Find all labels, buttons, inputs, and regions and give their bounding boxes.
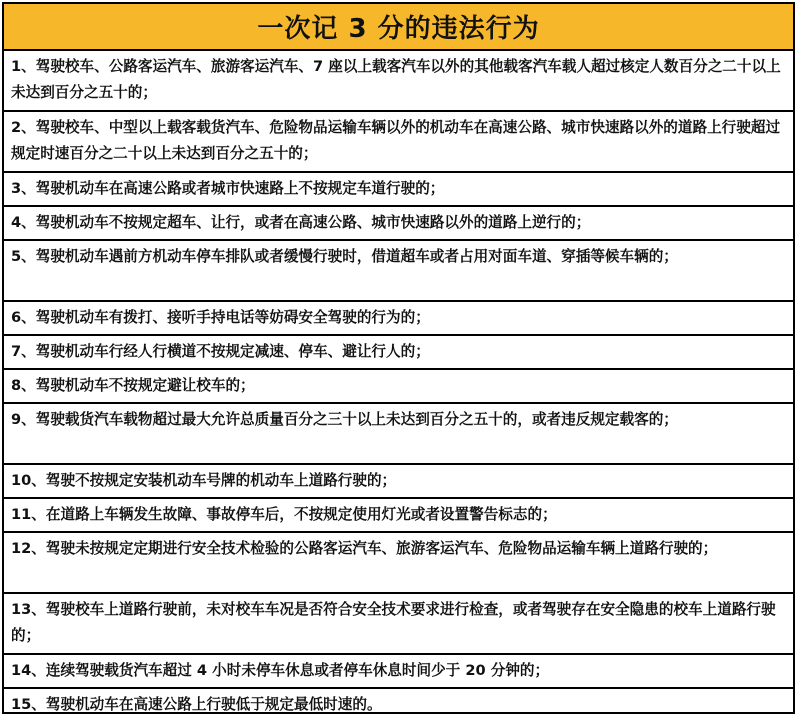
violation-item: 4、驾驶机动车不按规定超车、让行，或者在高速公路、城市快速路以外的道路上逆行的； bbox=[4, 207, 793, 241]
violation-item: 14、连续驾驶载货汽车超过 4 小时未停车休息或者停车休息时间少于 20 分钟的； bbox=[4, 655, 793, 689]
violation-item: 7、驾驶机动车行经人行横道不按规定减速、停车、避让行人的； bbox=[4, 336, 793, 370]
violation-item: 5、驾驶机动车遇前方机动车停车排队或者缓慢行驶时，借道超车或者占用对面车道、穿插等候车辆的； bbox=[4, 241, 793, 302]
violation-item: 3、驾驶机动车在高速公路或者城市快速路上不按规定车道行驶的； bbox=[4, 173, 793, 207]
violation-item: 1、驾驶校车、公路客运汽车、旅游客运汽车、7 座以上载客汽车以外的其他载客汽车载人超过核定人数百分之二十以上未达到百分之五十的； bbox=[4, 51, 793, 112]
violation-item: 6、驾驶机动车有拨打、接听手持电话等妨碍安全驾驶的行为的； bbox=[4, 302, 793, 336]
violation-item: 10、驾驶不按规定安装机动车号牌的机动车上道路行驶的； bbox=[4, 465, 793, 499]
title-bar bbox=[4, 4, 793, 51]
violation-item: 15、驾驶机动车在高速公路上行驶低于规定最低时速的。 bbox=[11, 696, 382, 713]
violation-item: 13、驾驶校车上道路行驶前，未对校车车况是否符合安全技术要求进行检查，或者驾驶存在安全隐患的校车上道路行驶的； bbox=[4, 594, 793, 655]
violations-table bbox=[2, 2, 795, 714]
violation-item: 11、在道路上车辆发生故障、事故停车后，不按规定使用灯光或者设置警告标志的； bbox=[4, 499, 793, 533]
violation-item: 8、驾驶机动车不按规定避让校车的； bbox=[4, 370, 793, 404]
violations-list bbox=[4, 51, 793, 723]
violation-item: 2、驾驶校车、中型以上载客载货汽车、危险物品运输车辆以外的机动车在高速公路、城市快速路以外的道路上行驶超过规定时速百分之二十以上未达到百分之五十的； bbox=[4, 112, 793, 173]
table-title: 一次记 3 分的违法行为 bbox=[257, 14, 540, 44]
violation-item: 9、驾驶载货汽车载物超过最大允许总质量百分之三十以上未达到百分之五十的，或者违反规定载客的； bbox=[4, 404, 793, 465]
violation-item: 12、驾驶未按规定定期进行安全技术检验的公路客运汽车、旅游客运汽车、危险物品运输车辆上道路行驶的； bbox=[4, 533, 793, 594]
